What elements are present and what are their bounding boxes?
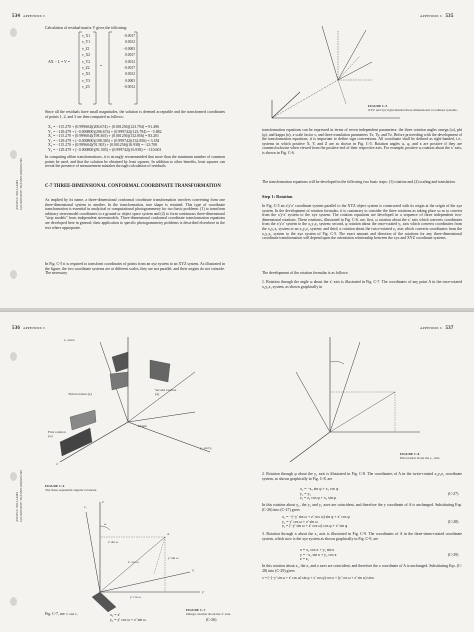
numbered-item: 3. Rotation through κ about the z₂ axis is illustrated in Fig. C-9. The coordinates of A in the three-times-rotated coordinate system, which now is the xyz system as shown graphically in Fig. C-9, are (262, 532, 462, 541)
equation: Y₃ = −129.479 + (−0.000800)(91.505) + (0.999742)(16.938) = −110.601 (48, 147, 162, 152)
equation-c28 (282, 515, 350, 529)
caption-title: FIGURE C-8 (400, 452, 420, 456)
section-body-2: In Fig. C-5 it is required to transform coordinates of points from an xyz system to an XYZ system. As illustrated in the figure, the two coordinate systems are at different scales, they are not parallel, and their origins do not coincide. The necessary (45, 262, 225, 276)
equation: x₂ = −z₁ sin φ + x₁ cos φ (300, 487, 339, 491)
caption-body: The three sequential angular rotations. (45, 488, 98, 492)
equation-number: (C-29) (448, 553, 459, 557)
paragraph: Since all the residuals have small magnitudes, the solution is deemed acceptable and the transformed coordinates of points 1, 2, and 3 are then computed as follows: (45, 110, 225, 119)
intro-text: Calculation of residual matrix V gives the following: (45, 26, 128, 30)
figure-label: Third rotation (κ) (68, 392, 92, 396)
figure-label: z′ sin ω (108, 540, 119, 544)
figure-c8-caption (400, 452, 462, 460)
figure-lead: Fig. C-7, are (45, 612, 65, 616)
figure-label: A (167, 532, 170, 536)
matrix-value: 0.0003 (125, 78, 135, 83)
paragraph: In this rotation about y₁, the y₁ and y₂ axes are coincident, and therefore the y coordinate of A is unchanged. Substituting Eqs. (C-26) into (C-27) gives (262, 503, 462, 512)
equation: x = (−(−y′ sin ω + z′ cos ω) sin φ + x′ cos φ) cos κ + (y′ cos ω + z′ sin ω) sin κ (262, 576, 375, 580)
running-head: APPENDIX C (23, 326, 46, 330)
numbered-item: 2. Rotation through φ about the y₁ axis is illustrated in Fig. C-8. The coordinates of A in the twice-rotated x₂y₂z₂ coordinate system, as shown graphically in Fig. C-8, are (262, 472, 462, 481)
matrix-var: v_Z2 (82, 66, 90, 71)
margin-note: COORDINATE TRANSFORMATIONS (19, 470, 23, 522)
point-ray (338, 80, 346, 104)
matrix-value: −0.0017 (123, 66, 135, 71)
step-heading: Step 1: Rotation (262, 194, 293, 199)
running-head: APPENDIX C (23, 14, 46, 18)
figure-label: x′ and x₁ (66, 612, 78, 616)
matrix-lhs: AX − L = V = (48, 60, 70, 64)
figure-label: z′ cos ω (128, 560, 139, 564)
matrix-var: v_Y2 (82, 59, 90, 64)
step-body-2: The development of the rotation formulas is as follows: (262, 271, 349, 275)
equation: y₁ = y′ cos ω + z′ sin ω (110, 617, 146, 622)
page-no: 537 (445, 326, 454, 331)
paragraph: In computing affine transformations, it is strongly recommended that more than the minimum number of common points be used, and that the solution be obtained by least squares. In addition to other benefits, least squares can reveal the presence of measurement mistakes through calculation of residuals. (45, 155, 225, 169)
equation: y₂ = y′ cos ω + z′ sin ω (282, 519, 318, 524)
equation: y = −x₂ sin κ + y₂ cos κ (300, 552, 337, 557)
caption-title: FIGURE C-5 (368, 104, 388, 108)
figure-label: x′ (56, 462, 59, 466)
matrix-var: v_Y1 (82, 40, 90, 45)
page-no: 535 (445, 14, 454, 19)
paragraph: The transformation equations will be developed in the following two basic steps: (1) rotation and (2) scaling and translation. (262, 180, 456, 184)
equation: Y₂ = −129.479 + (−0.000800)(198.365) + (0.999742)(132.856) = 3.184 (48, 138, 160, 143)
section-body: As implied by its name, a three-dimensional conformal coordinate transformation involves converting from one three-dimensional system to another. In the transformation, true shape is retained. This type of coordinate transformation is essential in analytical or computational photogrammetry for two basic problems: (1) to transform arbitrary stereomodel coordinates to a ground or object space system and (2) to form continuous three-dimensional "strip models" from independent stereomodels. Three-dimensional conformal coordinate transformation equations are developed here in general; their application to specific photogrammetry problems is described elsewhere in the text where appropriate. (45, 198, 225, 230)
page-top-spread (0, 0, 474, 308)
figure-label: ω (104, 522, 107, 526)
step-body: In Fig. C-5 an x′y′z′ coordinate system parallel to the XYZ object system is constructed with its origin at the origin of the xyz system. In the development of rotation formulas, it is customary to consider the three rotations as taking place so as to convert from the x′y′z′ system to the xyz system. The rotation equations are developed in a sequence of three independent two-dimensional rotations. These rotations, illustrated in Fig. C-6, are, first, ω rotation about the x′ axis which converts coordinates from the x′y′z′ system to the x₁y₁z₁ system; second, φ rotation about the once-rotated y₁ axis which converts coordinates from the x₁y₁z₁ system to an x₂y₂z₂ system; and third, κ rotation about the twice-rotated z₂ axis which converts coordinates from the x₂y₂z₂ system to the xyz system of Fig. C-5. The exact amount and direction of the rotations for any three-dimensional coordinate transformation will depend upon the orientation relationship between the xyz and XYZ coordinate systems. (262, 204, 462, 241)
equation: z₂ = (−y′ sin ω + z′ cos ω) cos φ + x′ sin φ (282, 524, 348, 529)
equation-c29 (300, 548, 337, 562)
matrix-var: v_X1 (82, 34, 90, 38)
section-heading: C-7 THREE-DIMENSIONAL CONFORMAL COORDINATE TRANSFORMATION (45, 184, 221, 189)
figure-label: Origin (138, 424, 147, 428)
parallel-axis (338, 56, 360, 80)
paragraph: In this rotation about z₂, the z₂ and z axes are coincident, and therefore the z coordinate of A is unchanged. Substituting Eqs. (C-28) into (C-29) gives (262, 564, 462, 573)
equation: X₂ = −115.270 + (0.999604)(198.365) + (0.001256)(132.856) = 83.201 (48, 134, 159, 139)
equation: x = x₂ cos κ + y₂ sin κ (300, 548, 335, 552)
figure-label: y′ cos ω (130, 595, 141, 599)
matrix-var: v_Z1 (82, 46, 90, 51)
figure-label: Second rotation (φ) (155, 388, 177, 396)
page-no: 536 (12, 326, 21, 331)
equation-number: (C-28) (448, 520, 459, 524)
figure-label: z₁ (84, 505, 87, 509)
matrix-value: 0.0017 (125, 53, 135, 58)
equation: z = z₂ (300, 557, 309, 562)
caption-body: Omega rotation about the x′ axis. (186, 612, 231, 616)
equation: x₂ = −(−y′ sin ω + z′ cos ω) sin φ + x′ cos φ (282, 515, 350, 519)
figure-label: z₂ and z (64, 338, 75, 342)
caption-body: XYZ and xyz right-handed three-dimensional coordinate systems. (368, 108, 458, 112)
caption-title: FIGURE C-6 (45, 484, 65, 488)
matrix-value: 0.0012 (125, 40, 135, 45)
matrix-value: −0.0017 (123, 34, 135, 38)
margin-note: ASPRS R. WILLIAMS (15, 179, 19, 210)
equation: z₂ = z₁ cos φ + x₁ sin φ (300, 496, 336, 501)
caption-title: FIGURE C-7 (186, 608, 206, 612)
paragraph: transformation equations can be expressed in terms of seven independent parameters: the three rotation angles omega (ω), phi (φ), and kappa (κ); a scale factor s; and three translation parameters Tx, Ty, and Tz. Before proceeding with the development of the transformation equations, it is important to define sign conventions. All coordinate shall be defined as right-handed, i.e., systems in which positive X, Y, and Z are as shown in Fig. C-5. Rotation angles ω, φ, and κ are positive if they are counterclockwise when viewed from the positive end of their respective axis. For example, positive ω rotation about the x′ axis, is shown in Fig. C-6. (262, 128, 462, 155)
figure-label: z′ (102, 500, 105, 504)
matrix-value: 0.0012 (125, 59, 135, 64)
margin-note: ASPRS R. WILLIAMS (15, 491, 19, 522)
y-axis (272, 92, 300, 118)
figure-label: y′ (202, 590, 205, 594)
equals-sign: = (100, 64, 103, 68)
equation-number: (C-27) (448, 492, 459, 496)
figure-c5-caption (368, 104, 458, 112)
matrix-var: v_X3 (82, 72, 90, 77)
page-bottom-spread (0, 312, 474, 632)
equation: x₁ = x′ (110, 613, 121, 617)
translation-vector (272, 80, 338, 118)
matrix-var: v_X2 (82, 53, 90, 58)
rotated-axis (322, 26, 338, 80)
equation-number: (C-26) (206, 618, 217, 622)
equation: X₁ = −115.270 + (0.999604)(206.674) + (0.001256)(123.794) = 91.496 (48, 125, 159, 129)
matrix-value: −0.0003 (123, 46, 135, 51)
matrix-value: 0.0012 (125, 72, 135, 77)
figure-label: y′ sin ω (168, 556, 179, 560)
margin-note: COORDINATE TRANSFORMATIONS (19, 158, 23, 210)
equation-c27 (300, 487, 338, 501)
caption-body: Phi rotation about the y₁ axis. (400, 456, 441, 460)
equation: X₃ = −115.270 + (0.999604)(91.505) + (0.001256)(16.938) = −23.769 (48, 143, 158, 148)
matrix-var: v_Y3 (82, 78, 90, 83)
matrix-value: −0.0012 (123, 85, 135, 90)
equation: y₂ = y₁ (300, 491, 311, 496)
figure-label: y₁ and y₂ (200, 446, 213, 450)
equation: Y₁ = −129.479 + (−0.000800)(206.674) + (0.999742)(123.794) = −5.882 (48, 129, 162, 134)
running-head: APPENDIX C (420, 14, 443, 18)
figure-label: y₁ (192, 568, 195, 572)
matrix-var: v_Z3 (82, 85, 90, 90)
numbered-item: 1. Rotation through the angle ω about the x′ axis is illustrated in Fig. C-7. The coordinates of any point A in the once-rotated x₁y₁z₁ system, as shown graphically in (262, 280, 462, 289)
figure-label: First rotation (ω) (48, 430, 66, 438)
page-no: 534 (12, 14, 21, 19)
running-head: APPENDIX C (420, 326, 443, 330)
